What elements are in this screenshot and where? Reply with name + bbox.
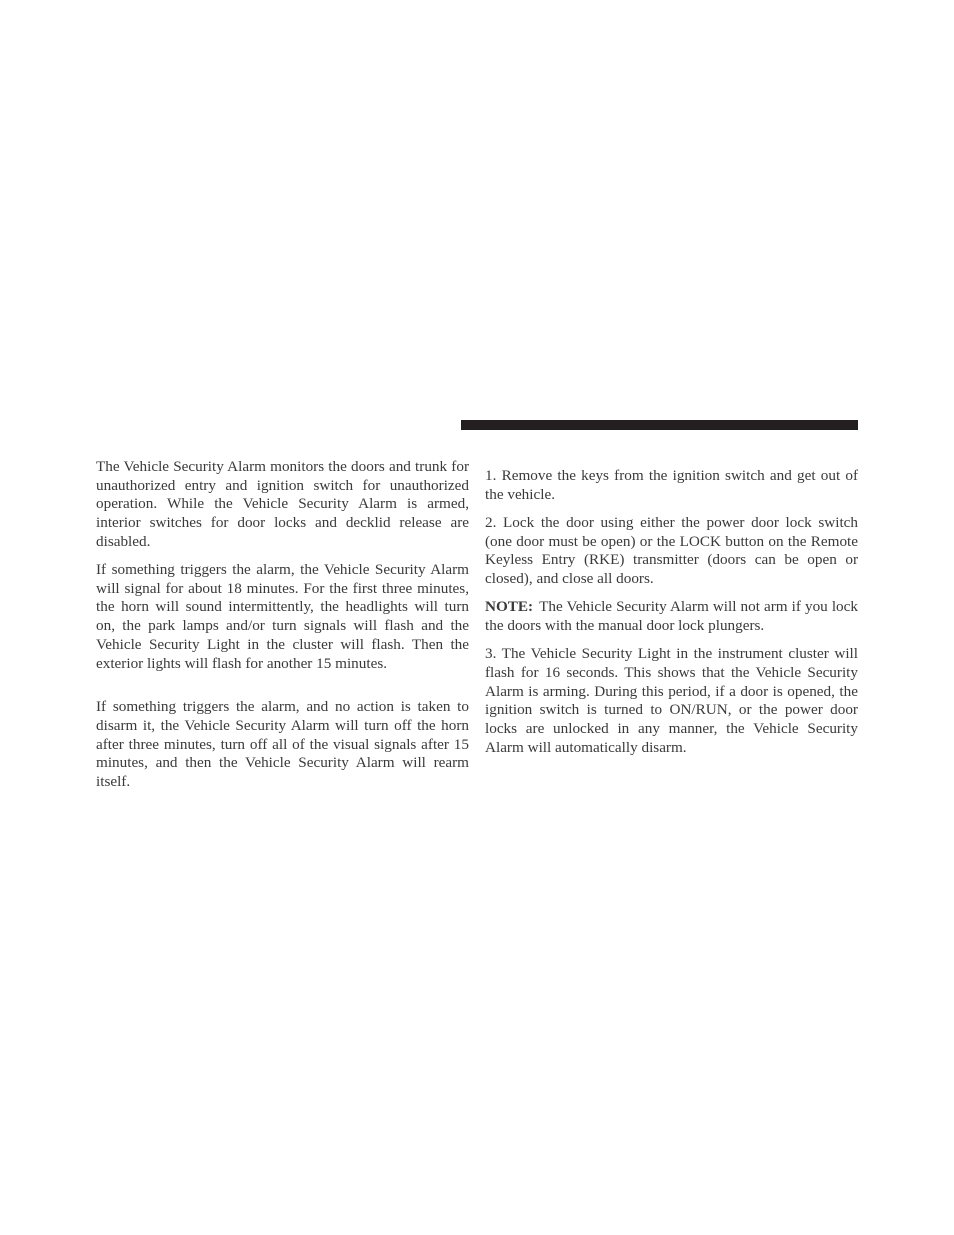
left-column xyxy=(96,458,469,792)
paragraph-alarm-monitoring: The Vehicle Security Alarm monitors the doors and trunk for unauthorized entry and ignition switch for unauthorized operation. While the Vehicle Security Alarm is armed, interior switches for door locks and decklid release are disabled. xyxy=(96,458,469,550)
note-text: The Vehicle Security Alarm will not arm if you lock the doors with the manual door lock plungers. xyxy=(485,598,858,634)
section-header-bar xyxy=(461,420,858,430)
step-1: 1. Remove the keys from the ignition switch and get out of the vehicle. xyxy=(485,467,858,503)
note-label: NOTE: xyxy=(485,598,534,616)
note xyxy=(485,598,858,635)
paragraph-alarm-rearm: If something triggers the alarm, and no action is taken to disarm it, the Vehicle Security Alarm will turn off the horn after three minutes, turn off all of the visual signals after 15 minutes, and then the Vehicle Security Alarm will rearm itself. xyxy=(96,698,469,791)
step-3: 3. The Vehicle Security Light in the instrument cluster will flash for 16 seconds. This shows that the Vehicle Security Alarm is arming. During this period, if a door is opened, the ignition switch is turned to ON/RUN, or the power door locks are unlocked in any manner, the Vehicle Security Alarm will automatically disarm. xyxy=(485,645,858,756)
right-column xyxy=(485,467,858,757)
step-2: 2. Lock the door using either the power door lock switch (one door must be open) or the LOCK button on the Remote Keyless Entry (RKE) transmitter (doors can be open or closed), and close all doors. xyxy=(485,513,858,588)
paragraph-alarm-signal: If something triggers the alarm, the Vehicle Security Alarm will signal for about 18 minutes. For the first three minutes, the horn will sound intermittently, the headlights will turn on, the park lamps and/or turn signals will flash and the Vehicle Security Light in the cluster will flash. Then the exterior lights will flash for another 15 minutes. xyxy=(96,561,469,672)
